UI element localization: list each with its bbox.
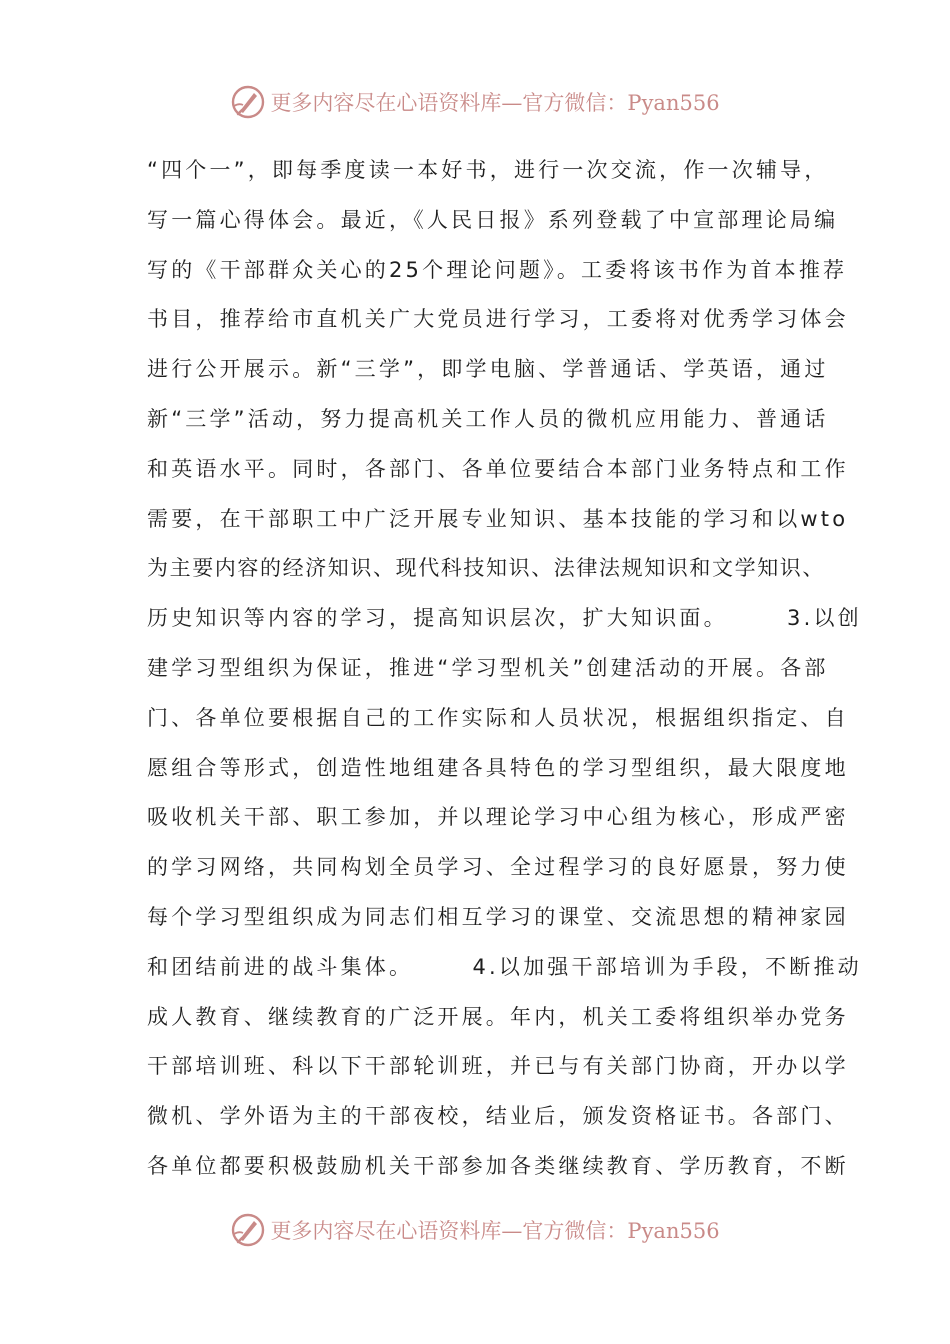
footer-watermark — [0, 1210, 950, 1250]
body-line: 微机、学外语为主的干部夜校，结业后，颁发资格证书。各部门、 — [147, 1104, 849, 1129]
body-line: 为主要内容的经济知识、现代科技知识、法律法规知识和文学知识、 — [147, 556, 825, 581]
body-line: 和英语水平。同时，各部门、各单位要结合本部门业务特点和工作 — [147, 456, 849, 481]
body-line: 历史知识等内容的学习，提高知识层次，扩大知识面。 3.以创 — [147, 606, 862, 631]
body-line: 干部培训班、科以下干部轮训班，并已与有关部门协商，开办以学 — [147, 1054, 849, 1079]
document-body — [147, 146, 862, 1192]
body-line: 进行公开展示。新“三学”，即学电脑、学普通话、学英语，通过 — [147, 357, 829, 382]
quill-pen-icon — [230, 1212, 266, 1248]
body-line: 书目，推荐给市直机关广大党员进行学习，工委将对优秀学习体会 — [147, 307, 849, 332]
header-watermark — [0, 82, 950, 122]
body-line: “四个一”，即每季度读一本好书，进行一次交流，作一次辅导， — [147, 158, 829, 182]
body-line: 的学习网络，共同构划全员学习、全过程学习的良好愿景，努力使 — [147, 855, 849, 880]
quill-pen-icon — [230, 84, 266, 120]
footer-watermark-text: 更多内容尽在心语资料库—官方微信：Pyan556 — [270, 1219, 720, 1243]
body-line: 写的《干部群众关心的25个理论问题》。工委将该书作为首本推荐 — [147, 257, 848, 282]
body-line: 成人教育、继续教育的广泛开展。年内，机关工委将组织举办党务 — [147, 1004, 849, 1029]
body-line: 愿组合等形式，创造性地组建各具特色的学习型组织，最大限度地 — [147, 755, 849, 780]
body-line: 需要，在干部职工中广泛开展专业知识、基本技能的学习和以wto — [147, 506, 849, 531]
body-line: 吸收机关干部、职工参加，并以理论学习中心组为核心，形成严密 — [147, 805, 849, 830]
body-line: 门、各单位要根据自己的工作实际和人员状况，根据组织指定、自 — [147, 705, 849, 730]
body-line: 建学习型组织为保证，推进“学习型机关”创建活动的开展。各部 — [147, 655, 829, 680]
body-line: 各单位都要积极鼓励机关干部参加各类继续教育、学历教育，不断 — [147, 1153, 849, 1178]
header-watermark-text: 更多内容尽在心语资料库—官方微信：Pyan556 — [270, 91, 720, 115]
body-line: 新“三学”活动，努力提高机关工作人员的微机应用能力、普通话 — [147, 406, 829, 431]
body-line: 每个学习型组织成为同志们相互学习的课堂、交流思想的精神家园 — [147, 904, 849, 929]
body-line: 和团结前进的战斗集体。 4.以加强干部培训为手段，不断推动 — [147, 954, 862, 979]
body-line: 写一篇心得体会。最近，《人民日报》系列登载了中宣部理论局编 — [147, 207, 839, 232]
